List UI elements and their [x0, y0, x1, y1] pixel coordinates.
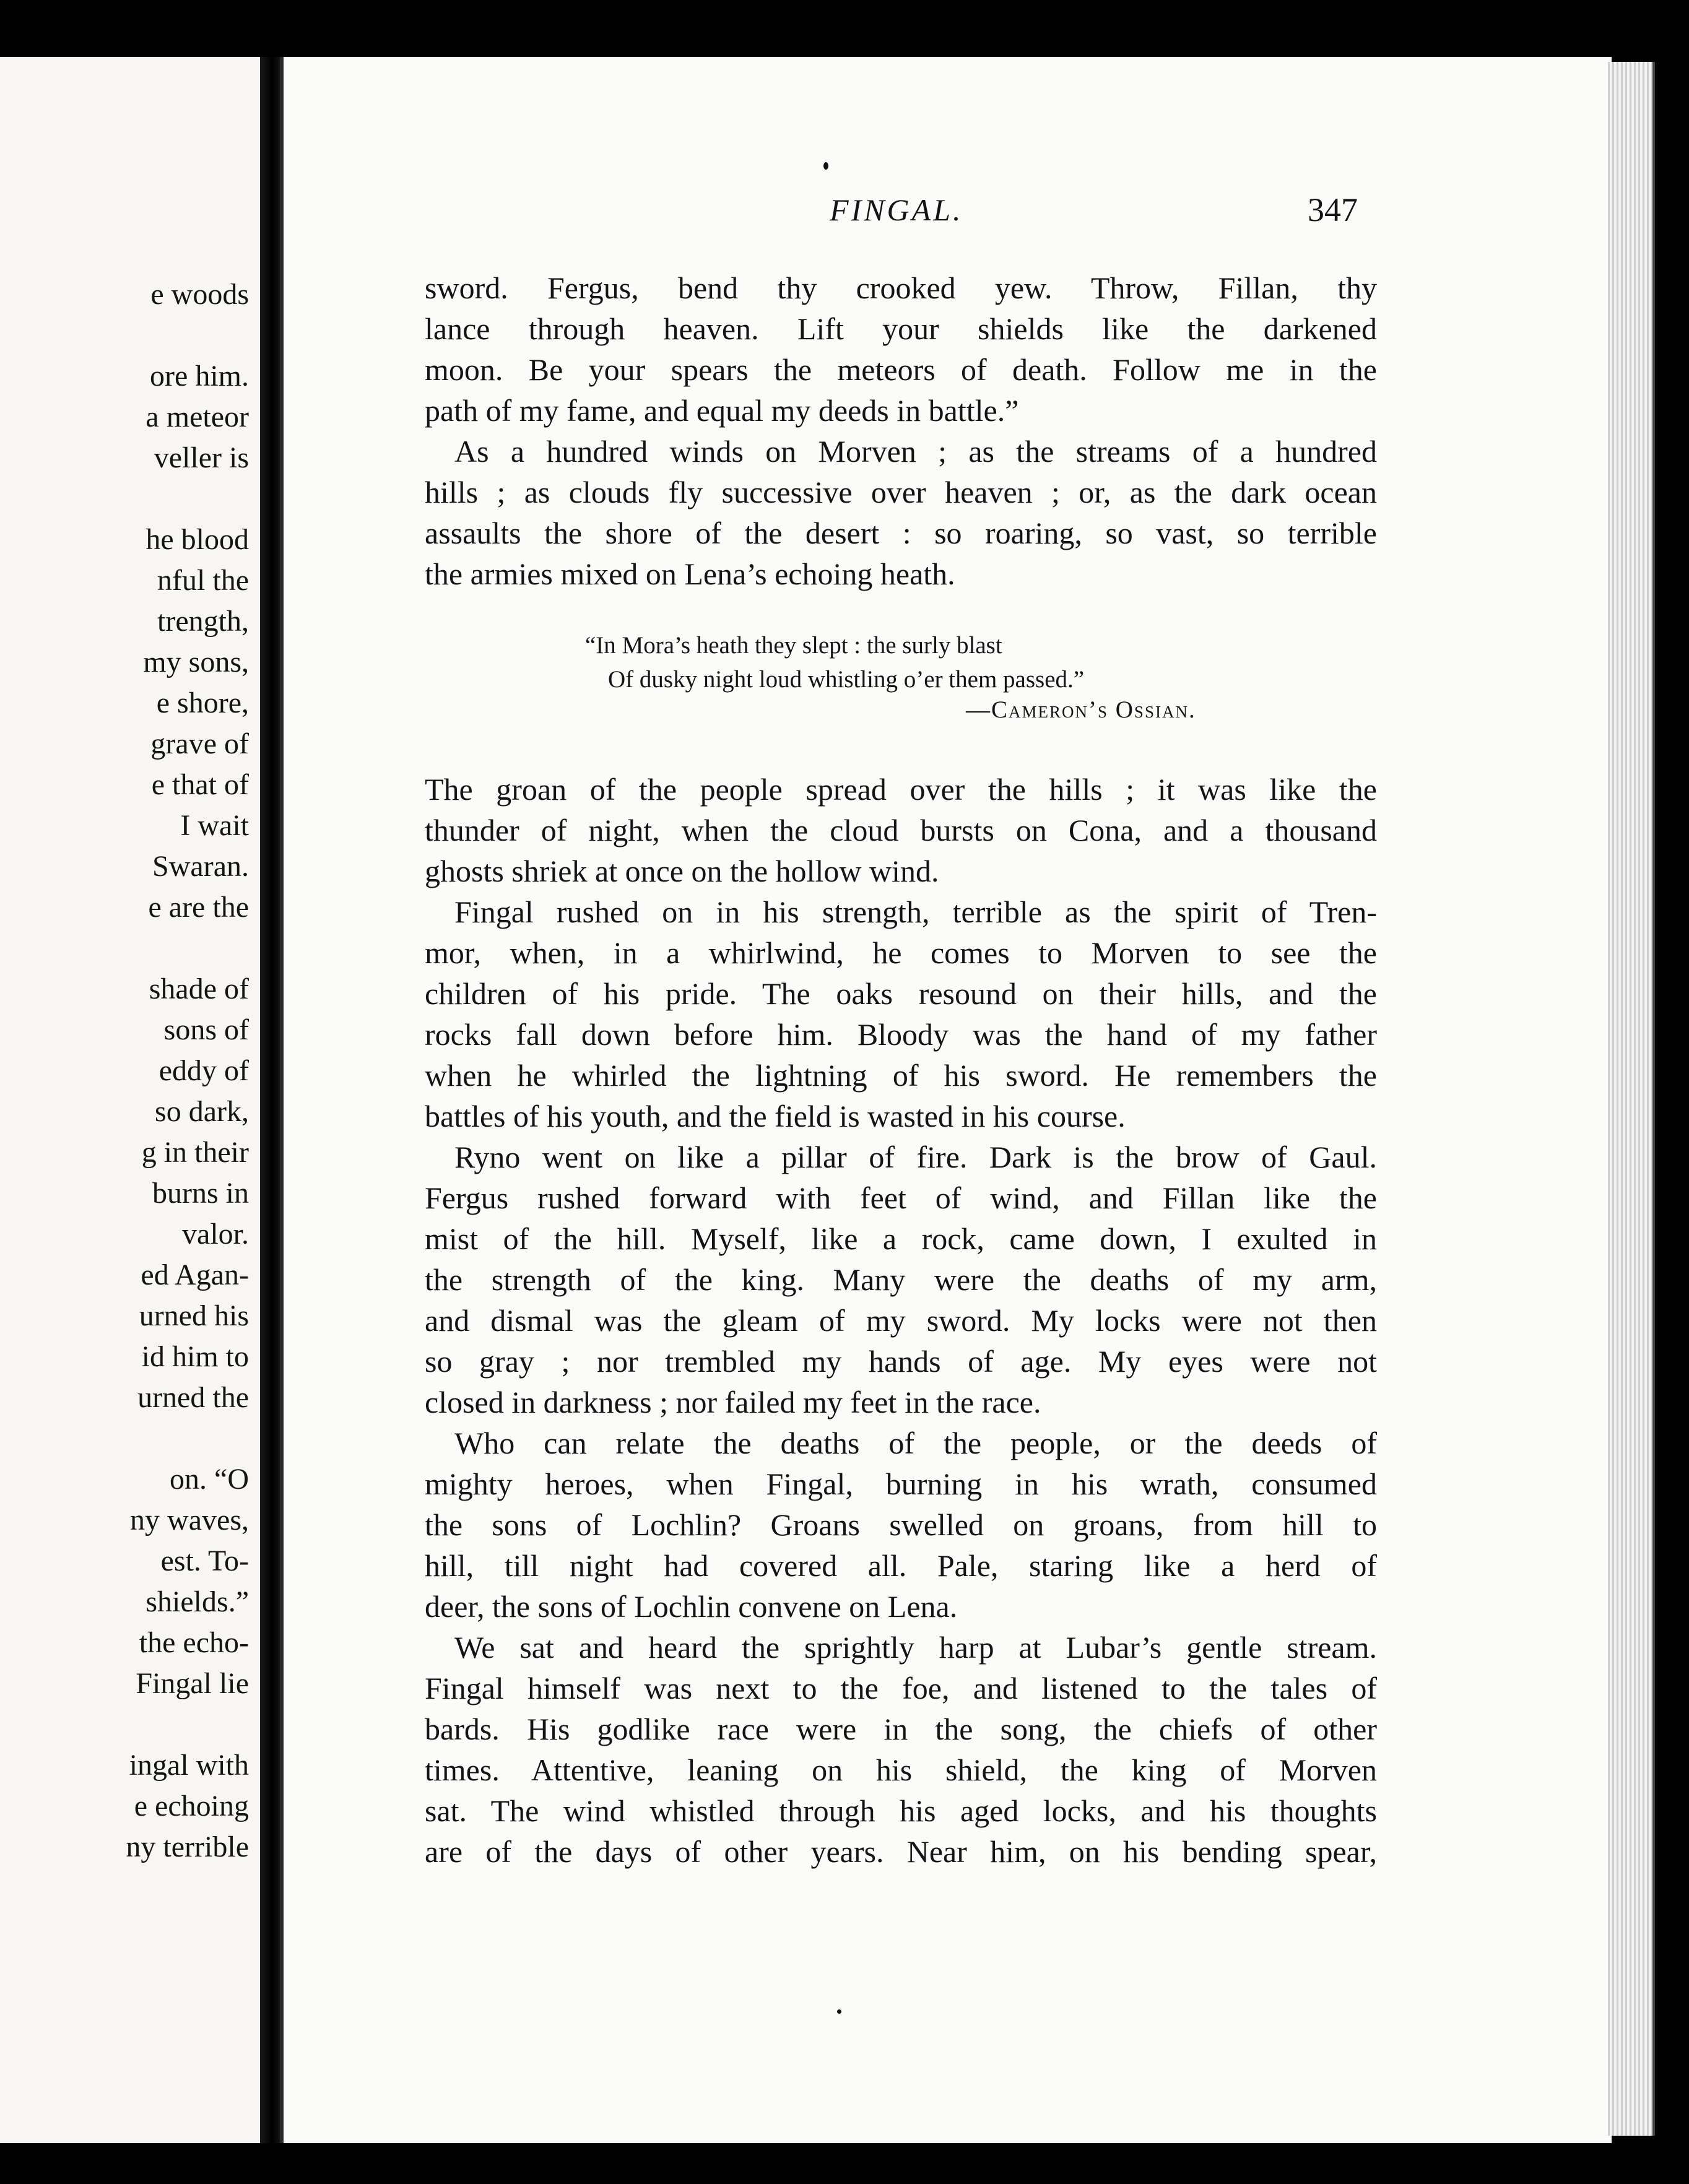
- text-line: closed in darkness ; nor failed my feet in the race.: [425, 1385, 1041, 1419]
- left-page-line: a meteor: [145, 401, 249, 433]
- text-line: the strength of the king. Many were the deaths of my arm,: [425, 1262, 1377, 1297]
- left-page-line: Fingal lie: [136, 1667, 249, 1700]
- left-page-line: Swaran.: [152, 850, 249, 883]
- left-page-line: e shore,: [156, 687, 249, 719]
- left-page-line: urned the: [137, 1381, 249, 1414]
- page-number: 347: [1308, 191, 1358, 228]
- left-page-line: so dark,: [155, 1095, 249, 1128]
- text-line: are of the days of other years. Near him, on his bending spear,: [425, 1834, 1377, 1869]
- text-line: Fergus rushed forward with feet of wind, and Fillan like the: [425, 1181, 1377, 1215]
- text-line: bards. His godlike race were in the song, the chiefs of other: [425, 1712, 1377, 1746]
- text-line: moon. Be your spears the meteors of death. Follow me in the: [425, 352, 1377, 387]
- text-line: rocks fall down before him. Bloody was the hand of my father: [425, 1017, 1377, 1052]
- text-line: The groan of the people spread over the hills ; it was like the: [425, 772, 1377, 807]
- quote-attribution: —Cameron’s Ossian.: [966, 696, 1196, 723]
- text-line: path of my fame, and equal my deeds in battle.”: [425, 393, 1019, 428]
- text-line: children of his pride. The oaks resound on their hills, and the: [425, 976, 1377, 1011]
- text-line: times. Attentive, leaning on his shield, the king of Morven: [425, 1753, 1377, 1787]
- text-line: thunder of night, when the cloud bursts on Cona, and a thousand: [425, 813, 1377, 847]
- left-page-line: the echo-: [139, 1626, 249, 1659]
- left-page-line: my sons,: [143, 646, 249, 678]
- left-page-line: ore him.: [150, 360, 249, 392]
- text-line: and dismal was the gleam of my sword. My locks were not then: [425, 1303, 1377, 1338]
- left-page-line: ingal with: [129, 1749, 249, 1782]
- left-page-line: shields.”: [145, 1585, 249, 1618]
- ink-speck: [837, 2009, 841, 2014]
- left-page-line: on. “O: [170, 1463, 249, 1496]
- text-line: As a hundred winds on Morven ; as the streams of a hundred: [454, 434, 1377, 469]
- text-line: lance through heaven. Lift your shields like the darkened: [425, 311, 1377, 346]
- left-page-line: valor.: [182, 1218, 249, 1250]
- text-line: hill, till night had covered all. Pale, staring like a herd of: [425, 1548, 1377, 1583]
- text-line: Who can relate the deaths of the people, or the deeds of: [454, 1426, 1377, 1460]
- text-line: Fingal himself was next to the foe, and listened to the tales of: [425, 1671, 1377, 1705]
- text-line: mor, when, in a whirlwind, he comes to Morven to see the: [425, 935, 1377, 970]
- text-line: battles of his youth, and the field is wasted in his course.: [425, 1099, 1126, 1133]
- text-line: the sons of Lochlin? Groans swelled on groans, from hill to: [425, 1507, 1377, 1542]
- left-page-line: e are the: [148, 891, 249, 924]
- running-head: FINGAL.: [830, 193, 963, 227]
- left-page-line: eddy of: [158, 1054, 249, 1087]
- text-line: We sat and heard the sprightly harp at Lubar’s gentle stream.: [454, 1630, 1377, 1665]
- left-page-line: trength,: [157, 605, 249, 638]
- text-line: so gray ; nor trembled my hands of age. My eyes were not: [425, 1344, 1377, 1379]
- quote-line: Of dusky night loud whistling o’er them passed.”: [608, 666, 1085, 693]
- text-line: mighty heroes, when Fingal, burning in his wrath, consumed: [425, 1467, 1377, 1501]
- left-page-line: grave of: [150, 727, 249, 760]
- text-line: ghosts shriek at once on the hollow wind.: [425, 854, 939, 888]
- left-page-line: g in their: [141, 1136, 249, 1169]
- left-page-line: e echoing: [134, 1790, 249, 1822]
- left-page-line: shade of: [149, 973, 249, 1005]
- left-page-line: ed Agan-: [141, 1259, 249, 1291]
- left-page-line: sons of: [163, 1013, 249, 1046]
- left-page-line: est. To-: [160, 1545, 249, 1577]
- left-page-line: urned his: [139, 1299, 249, 1332]
- left-page-line: ny terrible: [126, 1831, 249, 1863]
- text-line: sat. The wind whistled through his aged locks, and his thoughts: [425, 1793, 1377, 1828]
- left-page-line: ny waves,: [130, 1504, 249, 1536]
- text-line: mist of the hill. Myself, like a rock, came down, I exulted in: [425, 1221, 1377, 1256]
- left-page-line: e woods: [150, 278, 249, 311]
- left-page-line: I wait: [180, 809, 249, 842]
- text-line: sword. Fergus, bend thy crooked yew. Throw, Fillan, thy: [425, 271, 1377, 305]
- ink-speck: [823, 162, 828, 170]
- page-edges: [1608, 62, 1655, 2136]
- text-line: when he whirled the lightning of his sword. He remembers the: [425, 1058, 1377, 1093]
- text-line: assaults the shore of the desert : so roaring, so vast, so terrible: [425, 516, 1377, 550]
- quote-line: “In Mora’s heath they slept : the surly blast: [585, 632, 1002, 659]
- text-line: hills ; as clouds fly successive over heaven ; or, as the dark ocean: [425, 475, 1377, 509]
- left-page-line: he blood: [145, 523, 249, 556]
- left-page-line: e that of: [151, 768, 249, 801]
- text-line: deer, the sons of Lochlin convene on Lena.: [425, 1589, 958, 1624]
- left-page-line: veller is: [154, 441, 249, 474]
- text-line: Ryno went on like a pillar of fire. Dark is the brow of Gaul.: [454, 1140, 1377, 1174]
- left-facing-page: [0, 57, 260, 2143]
- left-page-line: id him to: [141, 1340, 249, 1373]
- text-line: Fingal rushed on in his strength, terrible as the spirit of Tren-: [454, 895, 1377, 929]
- text-line: the armies mixed on Lena’s echoing heath.: [425, 557, 955, 591]
- left-page-line: burns in: [152, 1177, 249, 1210]
- left-page-line: nful the: [157, 564, 249, 597]
